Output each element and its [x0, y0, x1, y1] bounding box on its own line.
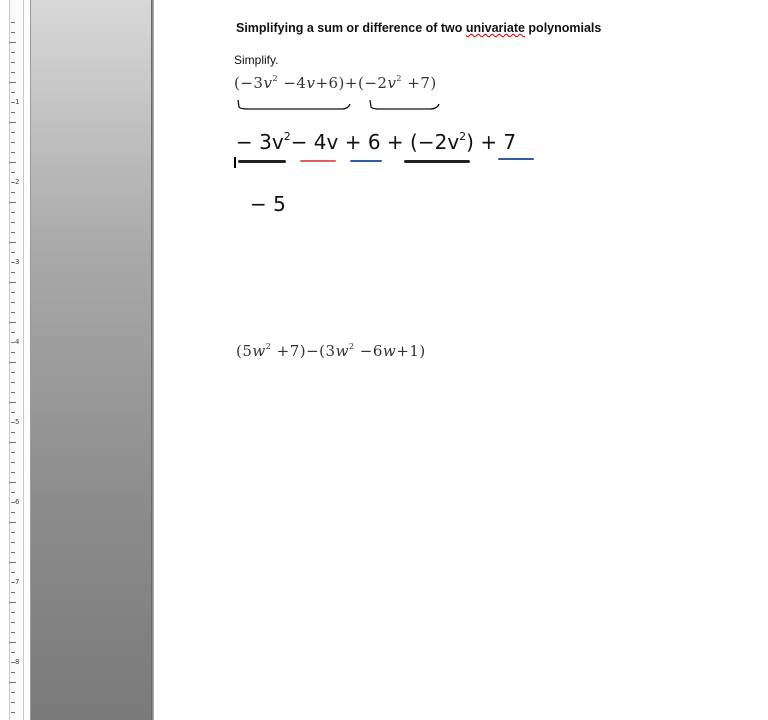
document-page[interactable] [154, 0, 768, 720]
work-line-2: − 5 [250, 192, 286, 216]
ruler-tick [9, 562, 16, 563]
ruler-tick [11, 472, 15, 473]
expr-part: +7)−(3 [276, 342, 336, 360]
hand-term: ) + 7 [466, 130, 517, 154]
ruler-tick [11, 302, 15, 303]
ruler-number: 4 [15, 338, 20, 346]
ruler-tick [9, 522, 16, 523]
ruler-tick [11, 112, 15, 113]
variable-w: w [382, 342, 397, 360]
title-text-start: Simplifying a sum or difference of two [236, 21, 466, 35]
ruler-tick [11, 672, 15, 673]
hand-exponent: 2 [459, 130, 467, 143]
ruler-tick [11, 352, 15, 353]
ruler-tick [11, 132, 15, 133]
ruler-number: 5 [15, 418, 20, 426]
variable-v: v [306, 74, 316, 92]
ruler-tick [11, 272, 15, 273]
ruler-tick [11, 542, 15, 543]
expr-part: +6)+(−2 [315, 74, 388, 92]
underline-black-term-2 [404, 160, 470, 163]
underline-red-term [300, 160, 336, 162]
underline-blue-term [350, 160, 382, 162]
ruler-tick [11, 212, 15, 213]
exponent: 2 [272, 74, 279, 83]
hand-exponent: 2 [283, 130, 291, 143]
variable-w: w [252, 342, 266, 360]
ruler-tick [11, 652, 15, 653]
ruler-tick [9, 602, 16, 603]
ruler-tick [11, 32, 15, 33]
ruler-tick [11, 592, 15, 593]
ruler-tick [11, 532, 15, 533]
expr-part: (−3 [234, 74, 264, 92]
ruler-tick [11, 252, 15, 253]
text-cursor [234, 157, 236, 168]
vertical-ruler[interactable] [0, 0, 31, 720]
ruler-tick [9, 202, 16, 203]
ruler-tick [9, 362, 16, 363]
ruler-tick [11, 702, 15, 703]
ruler-tick [11, 372, 15, 373]
ruler-tick [11, 62, 15, 63]
ruler-tick [11, 432, 15, 433]
ruler-tick [11, 572, 15, 573]
ruler-tick [11, 622, 15, 623]
exponent: 2 [396, 74, 403, 83]
instruction-text: Simplify. [234, 53, 279, 67]
ruler-tick [9, 642, 16, 643]
ruler-number: 3 [15, 258, 20, 266]
ruler-tick [11, 612, 15, 613]
ruler-tick [11, 192, 15, 193]
ruler-tick [9, 122, 16, 123]
ruler-tick [11, 152, 15, 153]
window-gutter [31, 0, 151, 720]
ruler-tick [11, 492, 15, 493]
ruler-tick [11, 292, 15, 293]
ruler-tick [11, 172, 15, 173]
ruler-tick [11, 632, 15, 633]
hand-term: − 4v + 6 + (−2v [290, 130, 460, 154]
ruler-tick [9, 42, 16, 43]
ruler-tick [11, 332, 15, 333]
ruler-tick [11, 712, 15, 713]
hand-term: − 3v [236, 130, 284, 154]
ruler-tick [9, 442, 16, 443]
ruler-number: 2 [15, 178, 20, 186]
ruler-tick [11, 92, 15, 93]
ruler-tick [11, 392, 15, 393]
problem-1-expression [234, 74, 437, 92]
ruler-tick [9, 282, 16, 283]
ruler-tick [9, 402, 16, 403]
expr-part: −4 [283, 74, 307, 92]
ruler-tick [11, 552, 15, 553]
ruler-tick [9, 162, 16, 163]
ruler-number: 7 [15, 578, 20, 586]
variable-w: w [335, 342, 349, 360]
ruler-tick [11, 452, 15, 453]
ruler-tick [11, 142, 15, 143]
misspelled-word: univariate [465, 21, 525, 35]
ruler-tick [11, 382, 15, 383]
ruler-tick [9, 322, 16, 323]
ruler-number: 1 [15, 98, 20, 106]
ruler-tick [11, 512, 15, 513]
title-text-end: polynomials [524, 21, 602, 35]
underline-black-term [238, 160, 286, 163]
bracket-right-group [370, 100, 439, 109]
expr-part: +7) [407, 74, 437, 92]
ruler-tick [11, 462, 15, 463]
ruler-tick [11, 232, 15, 233]
variable-v: v [387, 74, 397, 92]
ruler-tick [9, 82, 16, 83]
ruler-tick [11, 72, 15, 73]
exponent: 2 [348, 342, 355, 351]
grouping-brackets [234, 98, 454, 114]
ruler-tick [11, 222, 15, 223]
bracket-left-group [238, 100, 350, 109]
document-title [236, 21, 601, 35]
variable-v: v [263, 74, 273, 92]
expr-part: (5 [236, 342, 253, 360]
ruler-tick [9, 242, 16, 243]
ruler-tick [11, 412, 15, 413]
work-line-1 [236, 130, 516, 154]
ruler-tick [11, 692, 15, 693]
ruler-tick [11, 52, 15, 53]
ruler-tick [9, 682, 16, 683]
expr-part: +1) [396, 342, 426, 360]
ruler-number: 6 [15, 498, 20, 506]
ruler-tick [11, 22, 15, 23]
problem-2-expression [236, 342, 426, 360]
ruler-number: 8 [15, 658, 20, 666]
ruler-tick [9, 482, 16, 483]
ruler-tick [11, 312, 15, 313]
underline-blue-term-2 [498, 158, 534, 160]
exponent: 2 [265, 342, 272, 351]
expr-part: −6 [359, 342, 383, 360]
